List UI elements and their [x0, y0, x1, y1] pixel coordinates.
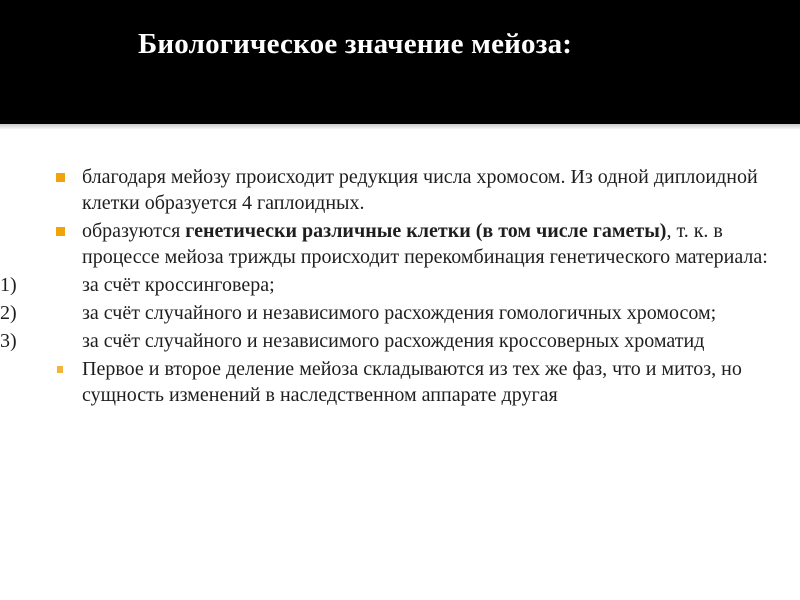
small-square-bullet-icon: [57, 366, 63, 373]
bullet-text: Первое и второе деление мейоза складываются из тех же фаз, что и митоз, но сущность изменений в наследственном аппарате другая: [82, 358, 742, 406]
bullet-item: [0, 218, 780, 270]
title-bar: [0, 0, 800, 124]
bullet-text-bold: генетически различные клетки (в том числе гаметы): [185, 220, 667, 242]
slide-content: [0, 164, 780, 410]
number-label: 3): [0, 330, 17, 352]
numbered-text: за счёт случайного и независимого расхождения гомологичных хромосом;: [82, 302, 717, 324]
slide-title: Биологическое значение мейоза:: [138, 28, 573, 60]
numbered-item: [0, 328, 780, 354]
numbered-text: за счёт случайного и независимого расхождения кроссоверных хроматид: [82, 330, 705, 352]
number-label: 1): [0, 274, 17, 296]
bullet-text-end: , т. к. в процессе мейоза трижды происходит перекомбинация генетического материала:: [82, 220, 768, 268]
bullet-text: благодаря мейозу происходит редукция числа хромосом. Из одной диплоидной клетки образуется 4 гаплоидных.: [82, 166, 758, 214]
numbered-text: за счёт кроссинговера;: [82, 274, 275, 296]
bullet-text-start: образуются: [82, 220, 186, 242]
square-bullet-icon: [56, 227, 65, 236]
square-bullet-icon: [56, 173, 65, 182]
bullet-item: [0, 356, 780, 408]
bullet-item: [0, 164, 780, 216]
numbered-item: [0, 300, 780, 326]
numbered-item: [0, 272, 780, 298]
number-label: 2): [0, 302, 17, 324]
